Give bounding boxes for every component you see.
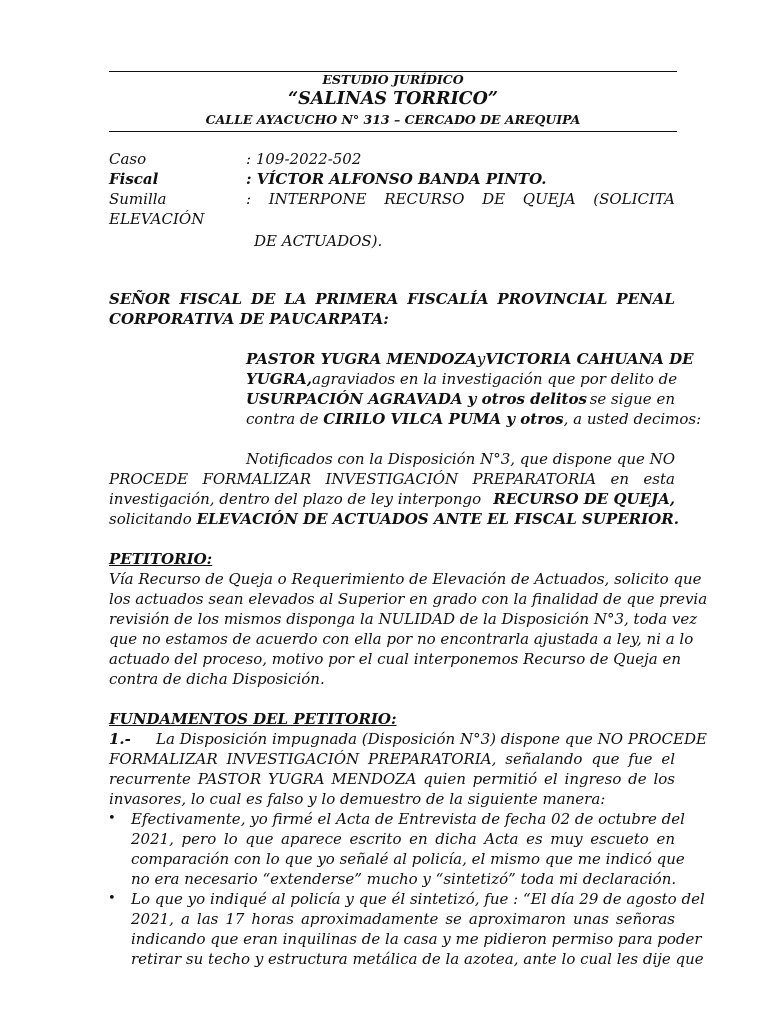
intro-line-2: YUGRA, agraviados en la investigación que por delito de: [246, 370, 678, 388]
word: en: [610, 470, 630, 488]
word: PENAL: [616, 290, 675, 308]
bullet-1-line-3: comparación con lo que yo señalé al policía, el mismo que me indicó que: [131, 850, 685, 868]
petitorio-line-6: contra de dicha Disposición.: [109, 670, 325, 688]
bullet-2-line-2: 2021, a las 17 horas aproximadamente se aproximaron unas señoras: [131, 910, 675, 928]
word: FORMALIZAR: [202, 470, 312, 488]
petitorio-line-1: Vía Recurso de Queja o Requerimiento de Elevación de Actuados, solicito que: [109, 570, 702, 588]
addressee-line-1: [109, 289, 675, 309]
bullet-2-icon: •: [108, 891, 116, 906]
word: RECURSO: [384, 190, 465, 208]
sumilla-line-1: [246, 189, 675, 209]
bullet-1-line-4: no era necesario “extenderse” mucho y “sintetizó” toda mi declaración.: [131, 870, 677, 888]
bullet-1-line-1: Efectivamente, yo firmé el Acta de Entrevista de fecha 02 de octubre del: [131, 810, 685, 828]
bullet-2-line-1: Lo que yo indiqué al policía y que él sintetizó, fue : “El día 29 de agosto del: [131, 890, 705, 908]
sumilla-line-3: DE ACTUADOS).: [254, 232, 383, 250]
petitorio-line-2: los actuados sean elevados al Superior en grado con la finalidad de que previa: [109, 590, 708, 608]
firm-label: ESTUDIO JURÍDICO: [322, 72, 464, 87]
word: FISCAL: [179, 290, 243, 308]
petitorio-line-4: que no estamos de acuerdo con ella por no encontrarla ajustada a ley, ni a lo: [109, 630, 694, 648]
bullet-1-line-2: 2021, pero lo que aparece escrito en dicha Acta es muy escueto en: [131, 830, 675, 848]
notification-line-1: Notificados con la Disposición N°3, que dispone que NO: [246, 450, 676, 468]
word: PROCEDE: [109, 470, 189, 488]
word: INVESTIGACIÓN: [325, 470, 459, 488]
word: (SOLICITA: [593, 190, 675, 208]
header-bottom-rule: [109, 131, 677, 132]
word: LA: [284, 290, 307, 308]
notification-line-2: [109, 469, 675, 489]
fiscal-value: : VÍCTOR ALFONSO BANDA PINTO.: [246, 170, 547, 188]
intro-line-3: USURPACIÓN AGRAVADA y otros delitos se sigue en: [246, 390, 675, 408]
word: :: [246, 190, 252, 208]
fundamento-1-line-1: La Disposición impugnada (Disposición N°3) dispone que NO PROCEDE: [156, 730, 707, 748]
intro-line-4: contra de CIRILO VILCA PUMA y otros, a usted decimos:: [246, 410, 702, 428]
fiscal-label: Fiscal: [109, 170, 159, 188]
word: DE: [482, 190, 506, 208]
fundamentos-title: FUNDAMENTOS DEL PETITORIO:: [109, 710, 397, 728]
caso-value: : 109-2022-502: [246, 150, 362, 168]
intro-line-1: PASTOR YUGRA MENDOZA y VICTORIA CAHUANA DE: [246, 350, 694, 368]
firm-name: “SALINAS TORRICO”: [288, 89, 498, 109]
bullet-1-icon: •: [108, 811, 116, 826]
fundamento-number: 1.-: [109, 730, 131, 748]
fundamento-1-line-4: invasores, lo cual es falso y lo demuestro de la siguiente manera:: [109, 790, 606, 808]
word: QUEJA: [522, 190, 576, 208]
word: esta: [643, 470, 675, 488]
word: PREPARATORIA: [472, 470, 597, 488]
word: PROVINCIAL: [497, 290, 608, 308]
word: INTERPONE: [268, 190, 367, 208]
firm-address: CALLE AYACUCHO N° 313 – CERCADO DE AREQUIPA: [205, 112, 581, 127]
bullet-2-line-3: indicando que eran inquilinas de la casa y me pidieron permiso para poder: [131, 930, 702, 948]
word: DE: [250, 290, 276, 308]
notification-line-4: solicitando ELEVACIÓN DE ACTUADOS ANTE EL FISCAL SUPERIOR.: [109, 510, 679, 528]
fundamento-1-line-2: FORMALIZAR INVESTIGACIÓN PREPARATORIA, señalando que fue el: [109, 750, 675, 768]
bullet-2-line-4: retirar su techo y estructura metálica de la azotea, ante lo cual les dije que: [131, 950, 704, 968]
word: FISCALÍA: [407, 290, 489, 308]
fundamento-1-line-3: recurrente PASTOR YUGRA MENDOZA quien permitió el ingreso de los: [109, 770, 675, 788]
addressee-line-2: CORPORATIVA DE PAUCARPATA:: [109, 310, 389, 328]
petitorio-line-5: actuado del proceso, motivo por el cual interponemos Recurso de Queja en: [109, 650, 682, 668]
word: SEÑOR: [109, 290, 171, 308]
sumilla-label: Sumilla: [109, 190, 167, 208]
sumilla-line-2: ELEVACIÓN: [109, 210, 205, 228]
petitorio-title: PETITORIO:: [109, 550, 213, 568]
caso-label: Caso: [109, 150, 147, 168]
word: PRIMERA: [315, 290, 399, 308]
notification-line-3: investigación, dentro del plazo de ley interpongo RECURSO DE QUEJA,: [109, 490, 675, 508]
petitorio-line-3: revisión de los mismos disponga la NULIDAD de la Disposición N°3, toda vez: [109, 610, 698, 628]
